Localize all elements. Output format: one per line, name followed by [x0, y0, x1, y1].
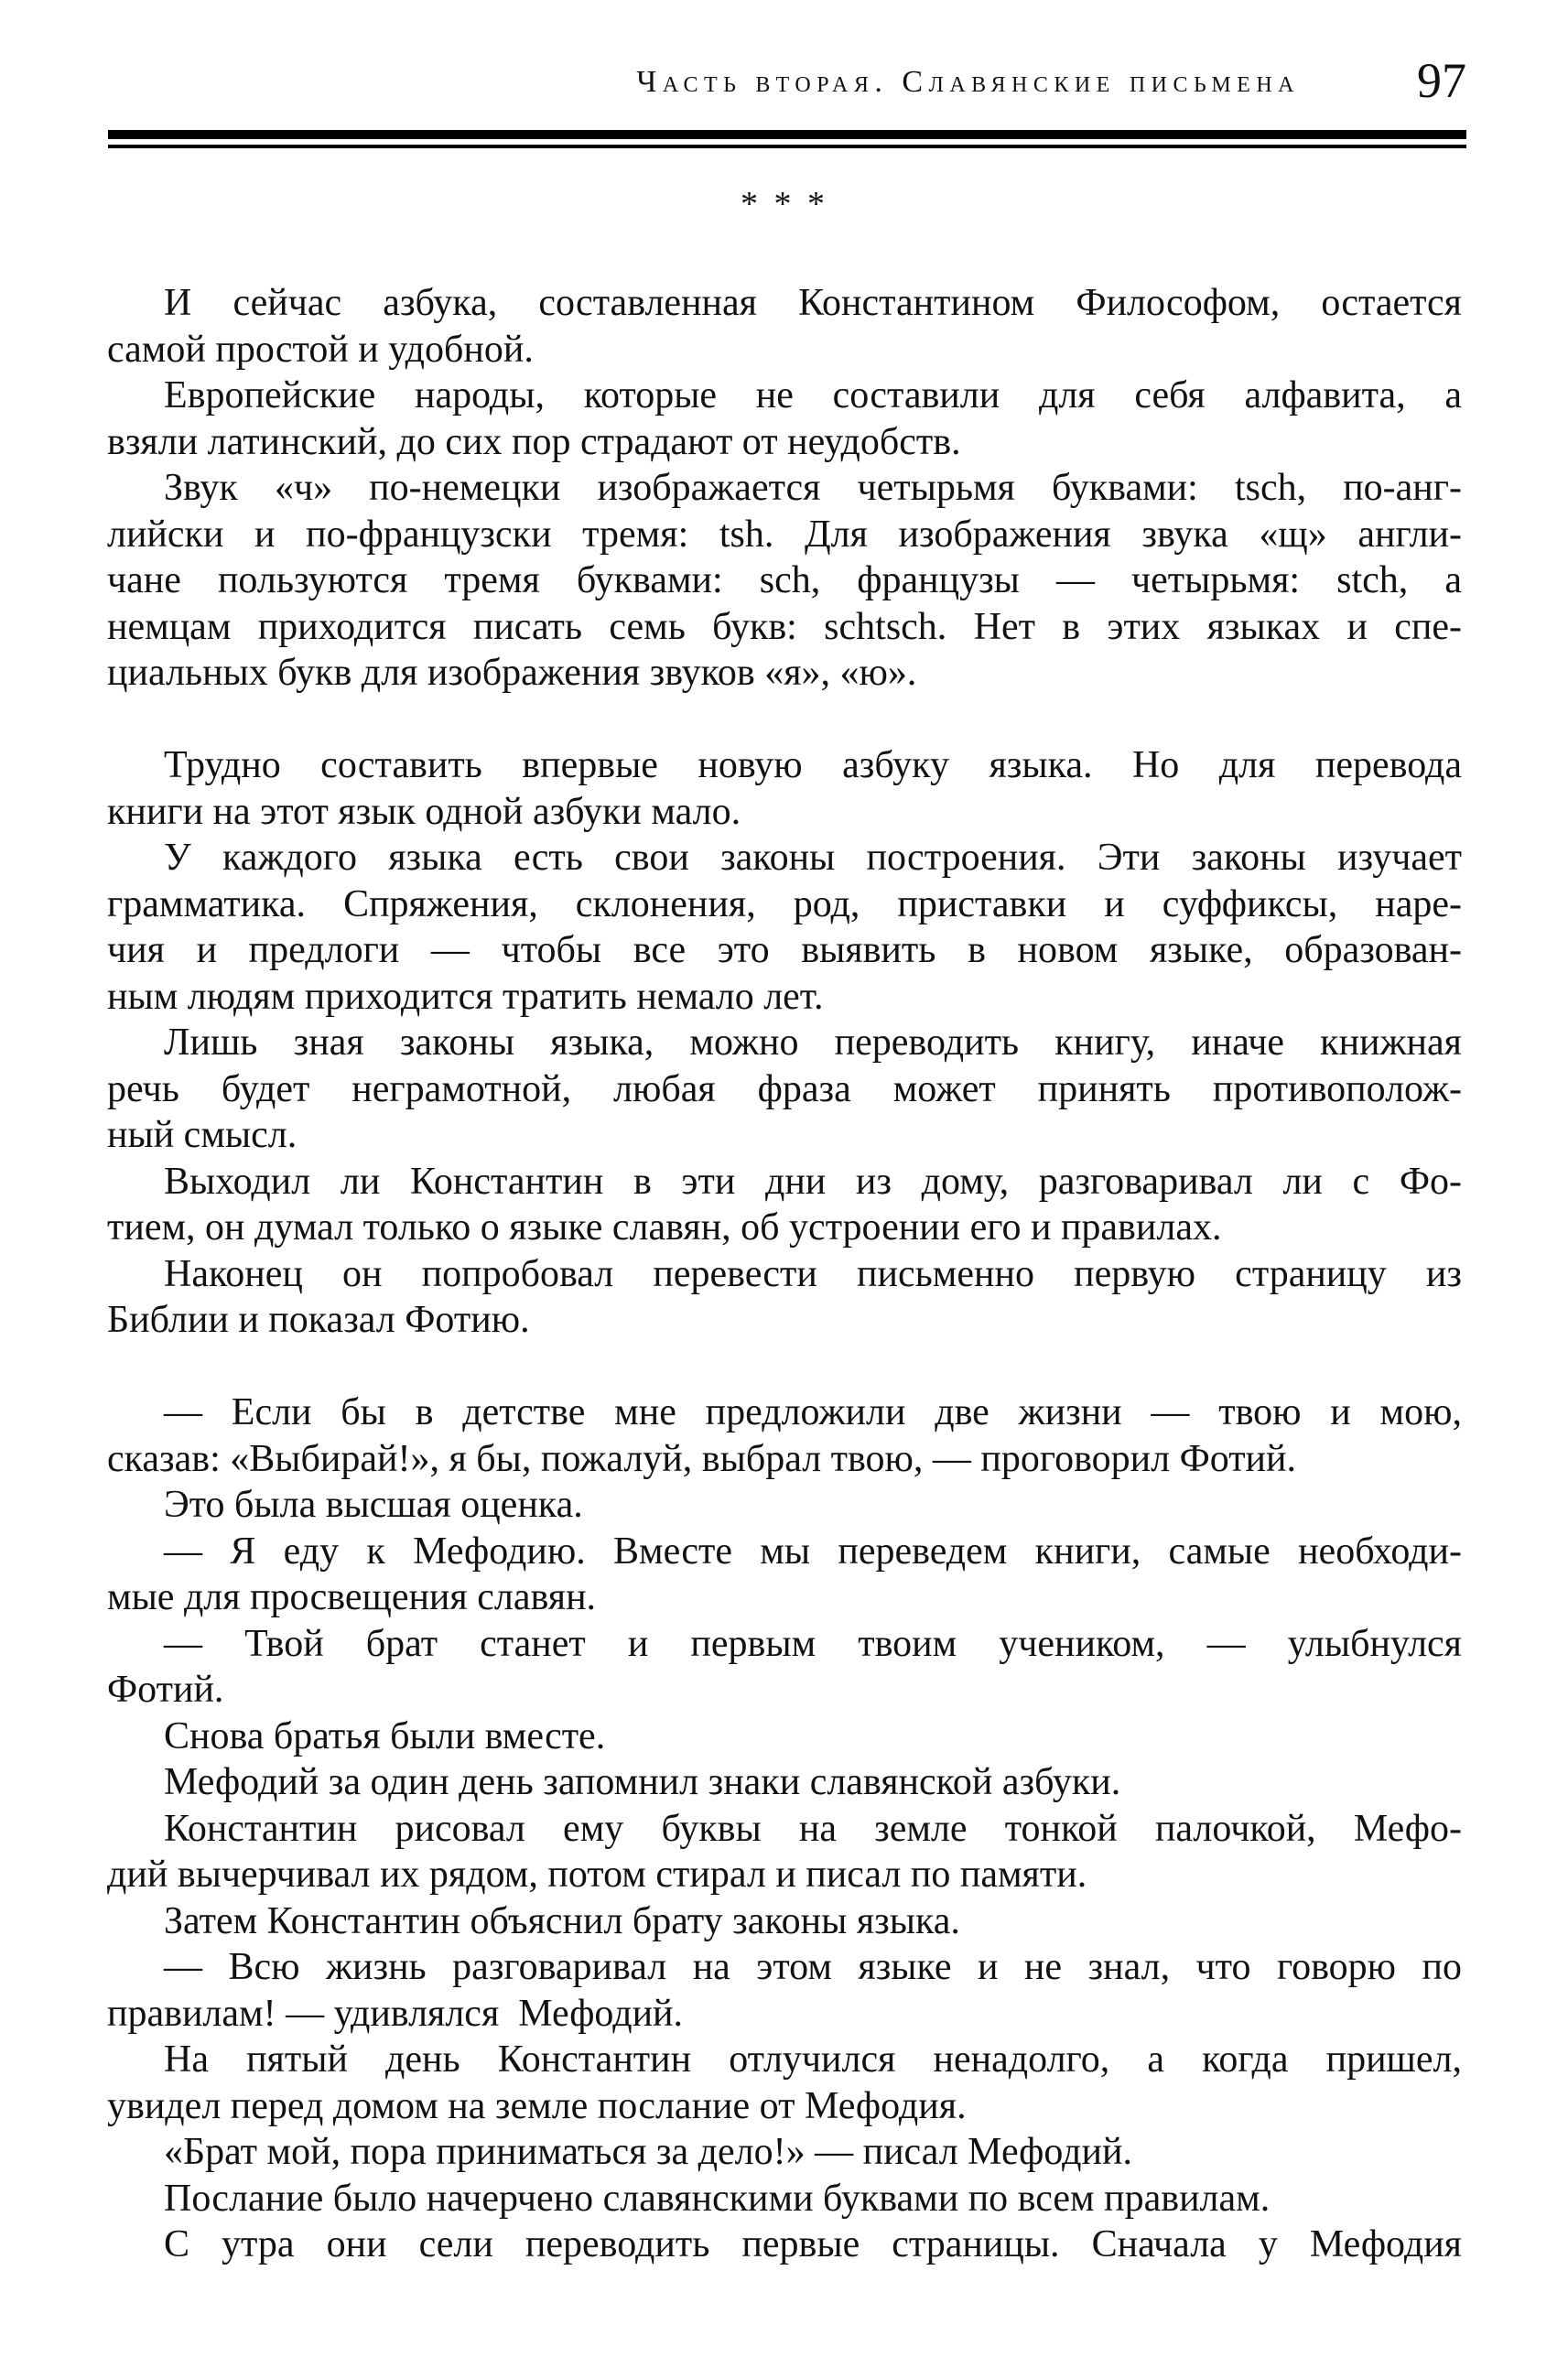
blank-line [107, 1344, 1462, 1389]
text-line: — Всю жизнь разговаривал на этом языке и не знал, что говорю по [164, 1946, 1462, 1988]
text-line: циальных букв для изображения звуков «я», «ю». [107, 652, 917, 694]
text-line: Мефодий за один день запомнил знаки славянской азбуки. [164, 1761, 1121, 1803]
text-line: чия и предлоги — чтобы все это выявить в новом языке, образован- [107, 929, 1462, 971]
text-line: тием, он думал только о языке славян, об устроении его и правилах. [107, 1206, 1222, 1249]
text-line: Это была высшая оценка. [164, 1484, 583, 1526]
text-line: — Твой брат станет и первым твоим учеником, — улыбнулся [164, 1622, 1462, 1665]
page-number: 97 [1417, 53, 1466, 108]
text-line: немцам приходится писать семь букв: schtsch. Нет в этих языках и спе- [107, 605, 1462, 648]
section-break-asterisks: * * * [741, 185, 828, 223]
running-head-title: Часть вторая. Славянские письмена [636, 65, 1300, 99]
text-line: Снова братья были вместе. [164, 1714, 606, 1757]
text-line: Наконец он попробовал перевести письменно первую страницу из [164, 1252, 1462, 1295]
text-line: правилам! — удивлялся Мефодий. [107, 1992, 684, 2035]
text-line: ным людям приходится тратить немало лет. [107, 975, 824, 1018]
text-line: взяли латинский, до сих пор страдают от неудобств. [107, 420, 961, 463]
text-line: Лишь зная законы языка, можно переводить книгу, иначе книжная [164, 1022, 1462, 1064]
text-line: Звук «ч» по-немецки изображается четырьмя буквами: tsch, по-анг- [164, 467, 1462, 509]
text-line: С утра они сели переводить первые страницы. Сначала у Мефодия [164, 2223, 1462, 2265]
text-line: Константин рисовал ему буквы на земле тонкой палочкой, Мефо- [164, 1807, 1462, 1850]
text-line: Трудно составить впервые новую азбуку языка. Но для перевода [164, 744, 1462, 786]
text-line: чане пользуются тремя буквами: sch, французы — четырьмя: stch, а [107, 559, 1462, 601]
text-line: грамматика. Спряжения, склонения, род, приставки и суффиксы, наре- [107, 882, 1462, 925]
text-line: Фотий. [107, 1669, 224, 1711]
text-line: самой простой и удобной. [107, 328, 534, 371]
text-line: речь будет неграмотной, любая фраза может принять противополож- [107, 1067, 1462, 1110]
text-line: Затем Константин объяснил брату законы языка. [164, 1899, 960, 1942]
text-line: сказав: «Выбирай!», я бы, пожалуй, выбрал твою, — проговорил Фотий. [107, 1437, 1297, 1480]
text-line: Библии и показал Фотию. [107, 1299, 530, 1341]
text-line: У каждого языка есть свои законы построения. Эти законы изучает [164, 837, 1462, 879]
text-line: — Я еду к Мефодию. Вместе мы переведем книги, самые необходи- [164, 1530, 1462, 1573]
text-line: лийски и по-французски тремя: tsh. Для изображения звука «щ» англи- [107, 513, 1462, 556]
text-line: книги на этот язык одной азбуки мало. [107, 790, 741, 833]
text-line: — Если бы в детстве мне предложили две жизни — твою и мою, [164, 1391, 1462, 1433]
text-line: Европейские народы, которые не составили для себя алфавита, а [164, 374, 1462, 416]
text-line: «Брат мой, пора приниматься за дело!» — писал Мефодий. [164, 2131, 1132, 2173]
text-line: Послание было начерчено славянскими буквами по всем правилам. [164, 2177, 1271, 2220]
text-line: увидел перед домом на земле послание от Мефодия. [107, 2084, 967, 2127]
text-line: дий вычерчивал их рядом, потом стирал и писал по памяти. [107, 1854, 1087, 1896]
header-rule-thin [108, 145, 1466, 148]
text-line: И сейчас азбука, составленная Константином Философом, остается [164, 282, 1462, 324]
text-line: ный смысл. [107, 1114, 297, 1156]
header-rule-thick [108, 130, 1466, 139]
text-line: Выходил ли Константин в эти дни из дому, разговаривал ли с Фо- [164, 1160, 1462, 1203]
text-line: мые для просвещения славян. [107, 1576, 597, 1618]
blank-line [107, 697, 1462, 742]
text-line: На пятый день Константин отлучился ненадолго, а когда пришел, [164, 2038, 1462, 2081]
